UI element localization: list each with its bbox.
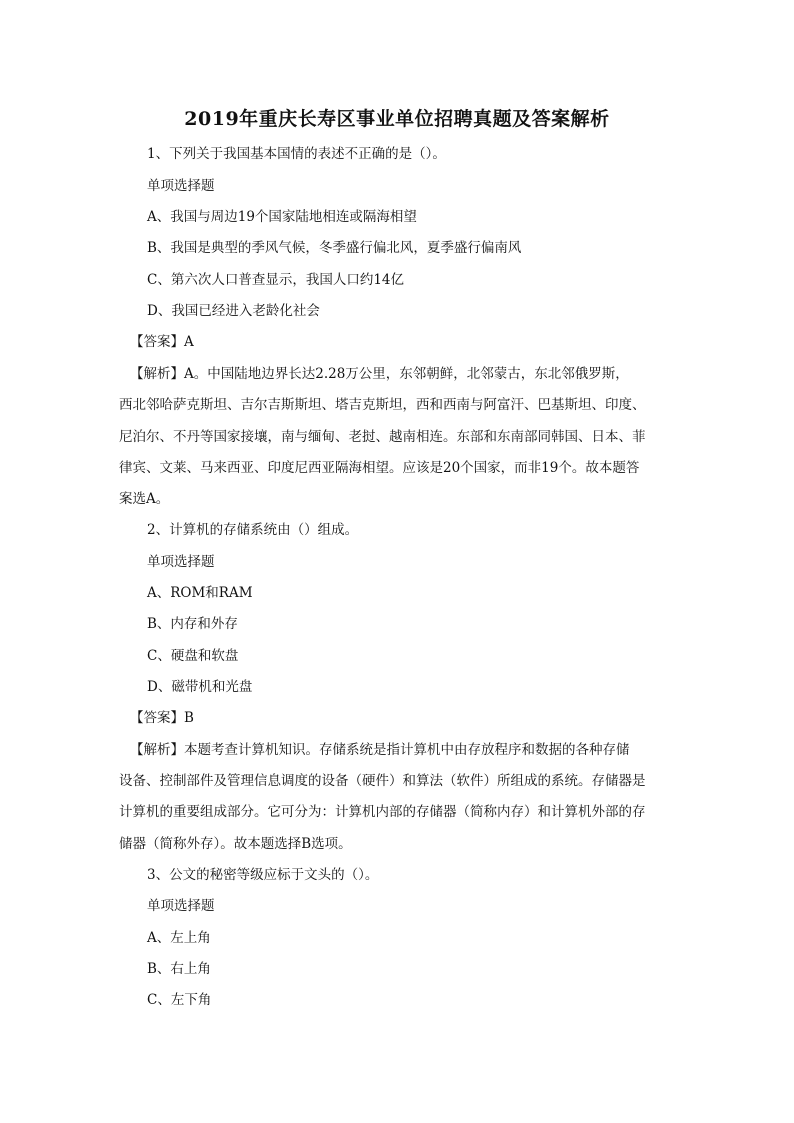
question-1-type: 单项选择题 [147,178,215,194]
question-2-option-c: C、硬盘和软盘 [147,648,239,664]
question-1-option-b: B、我国是典型的季风气候，冬季盛行偏北风，夏季盛行偏南风 [147,240,522,256]
question-3-option-a: A、左上角 [147,930,211,946]
question-1-stem: 1、下列关于我国基本国情的表述不正确的是（）。 [147,146,446,162]
question-3-option-c: C、左下角 [147,992,212,1008]
question-1-analysis-line-2: 西北邻哈萨克斯坦、吉尔吉斯斯坦、塔吉克斯坦，西和西南与阿富汗、巴基斯坦、印度、 [119,397,646,413]
question-1-option-c: C、第六次人口普查显示，我国人口约14亿 [147,272,405,288]
question-2-type: 单项选择题 [147,554,215,570]
question-1-analysis-line-3: 尼泊尔、不丹等国家接壤，南与缅甸、老挝、越南相连。东部和东南部同韩国、日本、菲 [119,429,646,445]
question-1-analysis-line-1: 【解析】A。中国陆地边界长达2.28万公里，东邻朝鲜，北邻蒙古，东北邻俄罗斯， [130,366,629,382]
question-2-analysis-line-3: 计算机的重要组成部分。它可分为：计算机内部的存储器（简称内存）和计算机外部的存 [119,804,646,820]
question-3-option-b: B、右上角 [147,961,211,977]
question-2-option-a: A、ROM和RAM [147,585,253,601]
question-2-analysis-line-2: 设备、控制部件及管理信息调度的设备（硬件）和算法（软件）所组成的系统。存储器是 [119,773,646,789]
question-2-stem: 2、计算机的存储系统由（）组成。 [147,522,359,538]
document-title: 2019年重庆长寿区事业单位招聘真题及答案解析 [184,108,610,130]
question-2-option-b: B、内存和外存 [147,616,238,632]
question-1-answer: 【答案】A [130,334,194,350]
question-1-analysis-line-5: 案选A。 [119,491,170,507]
question-1-option-d: D、我国已经进入老龄化社会 [147,303,320,319]
question-2-answer: 【答案】B [130,710,194,726]
question-1-option-a: A、我国与周边19个国家陆地相连或隔海相望 [147,209,417,225]
question-2-analysis-line-1: 【解析】本题考查计算机知识。存储系统是指计算机中由存放程序和数据的各种存储 [130,742,630,758]
question-3-type: 单项选择题 [147,898,215,914]
question-1-analysis-line-4: 律宾、文莱、马来西亚、印度尼西亚隔海相望。应该是20个国家，而非19个。故本题答 [119,460,640,476]
question-3-stem: 3、公文的秘密等级应标于文头的（）。 [147,867,379,883]
question-2-analysis-line-4: 储器（简称外存）。故本题选择B选项。 [119,836,352,852]
question-2-option-d: D、磁带机和光盘 [147,679,253,695]
